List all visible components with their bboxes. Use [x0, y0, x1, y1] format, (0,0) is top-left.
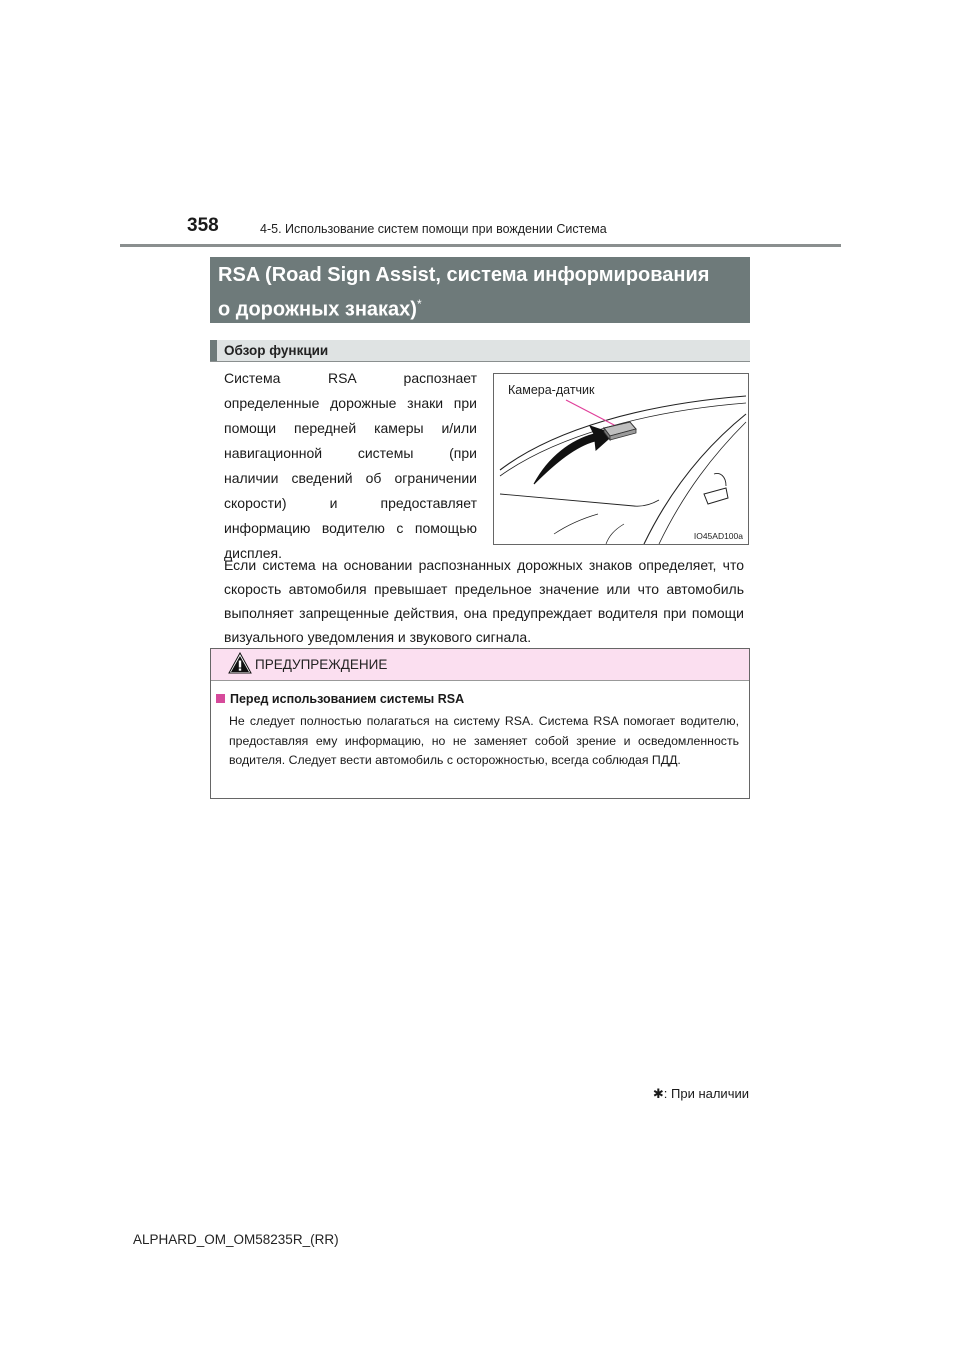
intro-line: дисплея. [224, 545, 282, 561]
warning-triangle-icon [228, 652, 252, 674]
page-number: 358 [187, 215, 219, 236]
intro-line: информацию водителю с помощью [224, 520, 477, 536]
warning-subtitle-row [216, 692, 464, 706]
windshield-drawing [494, 374, 748, 544]
intro-line: скорости) и предоставляет [224, 495, 477, 511]
warning-subtitle: Перед использованием системы RSA [230, 692, 465, 706]
running-header: 4-5. Использование систем помощи при вождении Система [260, 222, 607, 236]
intro-line: Система RSA распознает [224, 370, 477, 386]
section-accent [210, 340, 217, 361]
intro-line: помощи передней камеры и/или [224, 420, 477, 436]
title-line-1: RSA (Road Sign Assist, система информирования [218, 264, 710, 286]
intro-line: наличии сведений об ограничении [224, 470, 477, 486]
intro-line: навигационной системы (при [224, 445, 477, 461]
title-line-2-wrap [218, 290, 742, 325]
availability-mark: * [416, 297, 422, 311]
intro-paragraph [224, 366, 477, 566]
windshield-illustration [493, 373, 749, 545]
document-code: ALPHARD_OM_OM58235R_(RR) [133, 1232, 339, 1247]
section-bar [210, 340, 750, 362]
square-bullet-icon [216, 694, 225, 703]
title-line-2: о дорожных знаках) [218, 298, 417, 321]
title-box [210, 257, 750, 323]
section-label: Обзор функции [224, 343, 329, 358]
availability-footnote: ✱: При наличии [652, 1086, 749, 1101]
camera-sensor-callout: Камера-датчик [508, 383, 595, 397]
warning-box [210, 648, 750, 799]
warning-text: Не следует полностью полагаться на систему RSA. Система RSA помогает водителю, предоставляя ему информацию, но не заменяет собой зрение и осведомленность водителя. Следует вести автомобиль с осторожностью, всегда соблюдая ПДД. [229, 714, 739, 767]
warning-title: ПРЕДУПРЕЖДЕНИЕ [255, 657, 388, 672]
detail-paragraph: Если система на основании распознанных дорожных знаков определяет, что скорость автомобиля превышает предельное значение или что автомобиль выполняет запрещенные действия, она предупреждает водителя при помощи визуального уведомления и звукового сигнала. [224, 557, 744, 645]
header-rule [120, 244, 841, 247]
warning-header [211, 649, 749, 681]
intro-line: определенные дорожные знаки при [224, 395, 477, 411]
image-code: IO45AD100a [693, 531, 743, 541]
